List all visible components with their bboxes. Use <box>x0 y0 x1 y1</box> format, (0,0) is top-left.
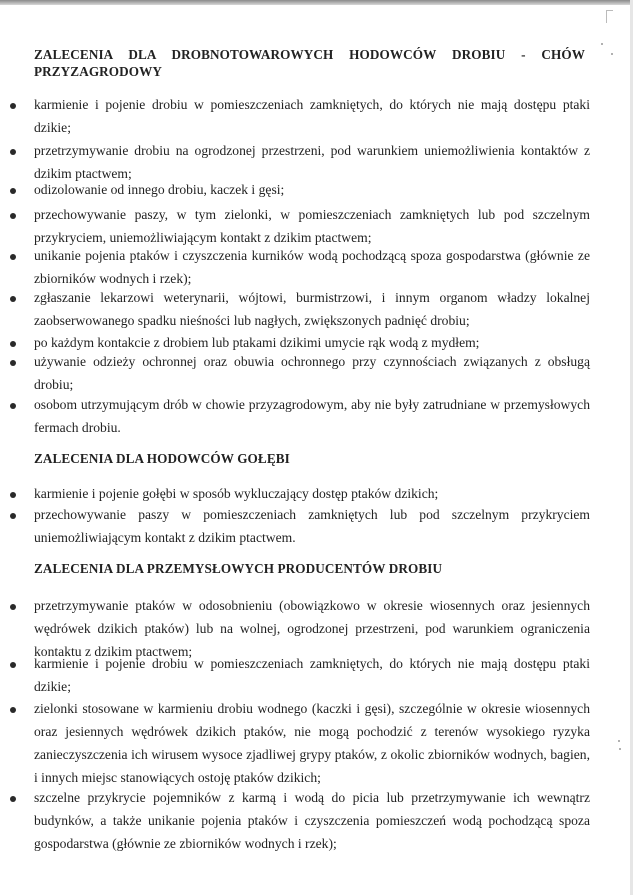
scan-speck <box>618 740 620 742</box>
bullet-icon <box>10 796 16 802</box>
list-item-text: odizolowanie od innego drobiu, kaczek i gęsi; <box>34 182 285 197</box>
scan-speck <box>611 53 613 55</box>
list-item-text: przechowywanie paszy, w tym zielonki, w pomieszczeniach zamkniętych lub pod szczelnym przykryciem, uniemożliwiającym kontakt z dzikim ptactwem; <box>34 207 590 245</box>
list-item-text: szczelne przykrycie pojemników z karmą i wodą do picia lub przetrzymywanie ich wewnątrz budynków, a także unikanie pojenia ptaków i czyszczenia pomieszczeń wodą pochodzącą spoza gospodarstwa (głównie ze zbiorników wodnych i rzek); <box>34 790 590 851</box>
section-heading: ZALECENIA DLA HODOWCÓW GOŁĘBI <box>34 451 290 466</box>
section-heading: ZALECENIA DLA DROBNOTOWAROWYCH HODOWCÓW DROBIU - CHÓW PRZYZAGRODOWY <box>34 47 585 79</box>
bullet-icon <box>10 707 16 713</box>
list-item-text: używanie odzieży ochronnej oraz obuwia ochronnego przy czynnościach związanych z obsługą drobiu; <box>34 354 590 392</box>
list-item-text: osobom utrzymującym drób w chowie przyzagrodowym, aby nie były zatrudniane w przemysłowych fermach drobiu. <box>34 397 590 435</box>
bullet-icon <box>10 188 16 194</box>
bullet-icon <box>10 604 16 610</box>
bullet-icon <box>10 341 16 347</box>
bullet-icon <box>10 403 16 409</box>
section-heading: ZALECENIA DLA PRZEMYSŁOWYCH PRODUCENTÓW DROBIU <box>34 561 443 576</box>
bullet-icon <box>10 103 16 109</box>
scan-speck <box>619 748 621 750</box>
list-item-text: unikanie pojenia ptaków i czyszczenia kurników wodą pochodzącą spoza gospodarstwa (głównie ze zbiorników wodnych i rzek); <box>34 248 590 286</box>
bullet-icon <box>10 360 16 366</box>
bullet-icon <box>10 213 16 219</box>
list-item-text: karmienie i pojenie drobiu w pomieszczeniach zamkniętych, do których nie mają dostępu ptaki dzikie; <box>34 97 590 135</box>
scan-corner-mark <box>606 10 613 23</box>
scan-top-edge <box>0 0 633 5</box>
bullet-icon <box>10 662 16 668</box>
bullet-icon <box>10 149 16 155</box>
list-item-text: zielonki stosowane w karmieniu drobiu wodnego (kaczki i gęsi), szczególnie w okresie wiosennych oraz jesiennych wędrówek dzikich ptaków, nie mogą pochodzić z terenów wysokiego ryzyka zanieczyszczenia ich wirusem wysoce zjadliwej grypy ptaków, z okolic zbiorników wodnych, bagien, i innych miejsc stanowiących ostoję ptaków dzikich; <box>34 701 590 785</box>
bullet-icon <box>10 513 16 519</box>
bullet-icon <box>10 254 16 260</box>
list-item-text: przetrzymywanie ptaków w odosobnieniu (obowiązkowo w okresie wiosennych oraz jesiennych wędrówek dzikich ptaków) lub na wolnej, ogrodzonej przestrzeni, pod warunkiem ograniczenia kontaktu z dzikim ptactwem; <box>34 598 590 659</box>
list-item-text: przetrzymywanie drobiu na ogrodzonej przestrzeni, pod warunkiem uniemożliwienia kontaktów z dzikim ptactwem; <box>34 143 590 181</box>
list-item-text: karmienie i pojenie drobiu w pomieszczeniach zamkniętych, do których nie mają dostępu ptaki dzikie; <box>34 656 590 694</box>
bullet-icon <box>10 492 16 498</box>
list-item-text: karmienie i pojenie gołębi w sposób wykluczający dostęp ptaków dzikich; <box>34 486 439 501</box>
scan-speck <box>601 43 603 45</box>
list-item-text: po każdym kontakcie z drobiem lub ptakami dzikimi umycie rąk wodą z mydłem; <box>34 335 480 350</box>
list-item-text: przechowywanie paszy w pomieszczeniach zamkniętych lub pod szczelnym przykryciem uniemożliwiającym kontakt z dzikim ptactwem. <box>34 507 590 545</box>
bullet-icon <box>10 296 16 302</box>
list-item-text: zgłaszanie lekarzowi weterynarii, wójtowi, burmistrzowi, i innym organom władzy lokalnej zaobserwowanego spadku nieśności lub nagłych, zwiększonych padnięć drobiu; <box>34 290 590 328</box>
